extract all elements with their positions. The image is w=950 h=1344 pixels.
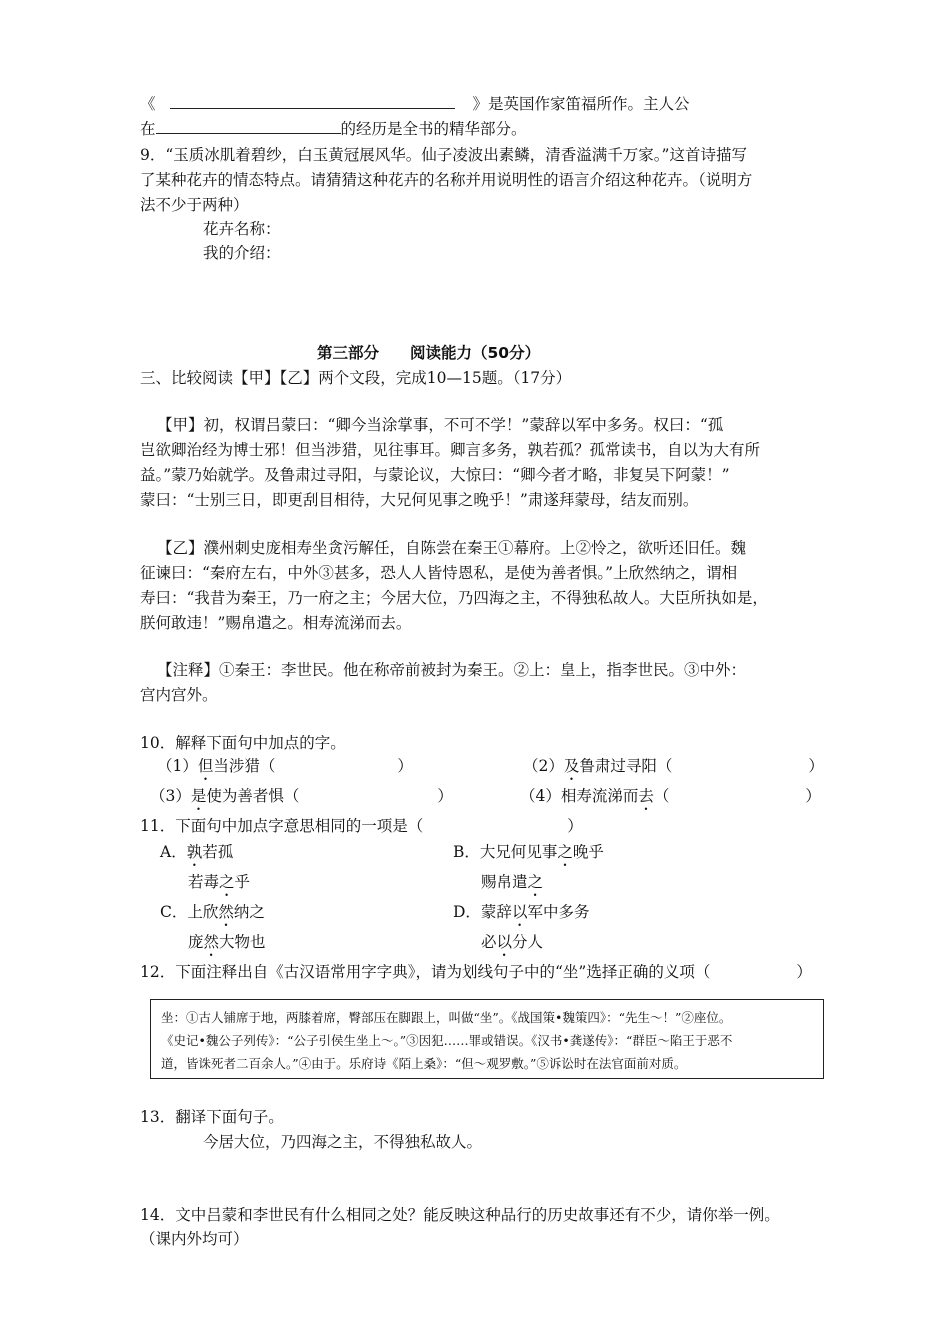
q11-b2-pre: 赐帛遣 [481,873,528,891]
q12-stem-close: ） [796,963,812,981]
q10-item2-close: ） [808,757,824,775]
q11-a2-pre: 若毒 [188,873,220,891]
q11-c2-post: 大物也 [219,933,266,951]
q11-a2-dot-char: 之 [219,873,235,891]
q11-d2-pre: 必 [481,933,497,951]
q12-box-line1: 坐：①古人铺席于地，两膝着席，臀部压在脚跟上，叫做“坐”。《战国策•魏策四》：“先生～！”②座位。 [161,1010,732,1025]
q11-option-c-line1 [160,902,265,930]
q11-option-d-line2 [481,932,543,960]
q12-box-line3: 道，皆诛死者二百余人。”④由于。乐府诗《陌上桑》：“但～观罗敷。”⑤诉讼时在法官面前对质。 [161,1056,687,1071]
q10-stem: 10．解释下面句中加点的字。 [140,734,346,752]
part3-intro: 三、比较阅读【甲】【乙】两个文段，完成10—15题。（17分） [140,369,572,387]
q10-item1-close: ） [397,757,413,775]
q10-item4-text: （4）相寿流涕而 [520,787,639,805]
protagonist-fill-line [140,118,527,139]
q9-line1: 9．“玉质冰肌着碧纱，白玉黄冠展风华。仙子凌波出素鳞，清香溢满千万家。”这首诗描写 [140,146,747,164]
q12-dictionary-box [150,999,824,1079]
q11-a-label: A． [160,843,187,861]
yi-line3: 寿曰：“我昔为秦王，乃一府之主；今居大位，乃四海之主，不得独私故人。大臣所执如是， [140,589,768,607]
q10-item1-dot-char: 但 [197,757,214,775]
q9-my-intro-label: 我的介绍： [203,244,281,262]
q14-line2: （课内外均可） [140,1230,249,1248]
book-title-blank[interactable] [170,93,455,109]
q11-option-a-line1 [160,842,233,870]
q9-line3: 法不少于两种） [140,196,249,214]
q11-b-label: B．大兄何见事 [453,843,558,861]
q10-item1-text: 当涉猎（ [213,757,276,775]
q10-item3-text: 使为善者惧（ [206,787,300,805]
part3-title: 第三部分 阅读能力（50分） [317,344,541,362]
q11-stem-text: 11．下面句中加点字意思相同的一项是（ [140,817,424,835]
q13-stem: 13．翻译下面句子。 [140,1108,284,1126]
q11-c2-pre: 庞 [188,933,204,951]
q10-item3-num: （3） [150,787,191,805]
q10-item2-text: 鲁肃过寻阳（ [579,757,673,775]
jia-line1: 【甲】初，权谓吕蒙曰：“卿今当涂掌事，不可不学！”蒙辞以军中多务。权曰：“孤 [157,416,724,434]
q10-item1-num: （1） [157,757,198,775]
q11-d2-post: 分人 [512,933,544,951]
book-close-text: 》是英国作家笛福所作。主人公 [472,95,690,113]
protagonist-blank[interactable] [156,118,341,134]
yi-line4: 朕何敢违！”赐帛遣之。相寿流涕而去。 [140,614,412,632]
q11-option-c-line2 [188,932,266,960]
notes-line2: 宫内宫外。 [140,686,218,704]
q14-line1: 14．文中吕蒙和李世民有什么相同之处？能反映这种品行的历史故事还有不少，请你举一例。 [140,1206,780,1224]
q12-stem-text: 12．下面注释出自《古汉语常用字字典》，请为划线句子中的“坐”选择正确的义项（ [140,963,711,981]
q11-b1-text: 晚乎 [572,843,604,861]
q10-item4-open: （ [653,787,670,805]
q11-c1-dot-char: 然 [218,903,234,921]
q11-d2-dot-char: 以 [496,933,513,951]
q11-c2-dot-char: 然 [203,933,220,951]
q10-item2 [523,756,824,784]
jia-line2: 岂欲卿治经为博士邪！但当涉猎，见往事耳。卿言多务，孰若孤？孤常读书，自以为大有所 [140,441,761,459]
notes-line1: 【注释】①秦王：李世民。他在称帝前被封为秦王。②上：皇上，指李世民。③中外： [157,661,747,679]
q10-item4-dot-char: 去 [638,787,654,805]
jia-line4: 蒙曰：“士别三日，即更刮目相待，大兄何见事之晚乎！”肃遂拜蒙母，结友而别。 [140,491,699,509]
q10-item2-num: （2） [523,757,564,775]
q11-option-a-line2 [188,872,250,900]
q11-d1-dot-char: 以 [511,903,528,921]
q11-a2-post: 乎 [234,873,251,891]
q13-sentence: 今居大位，乃四海之主，不得独私故人。 [203,1133,483,1151]
q10-item3-close: ） [437,787,453,805]
jia-line3: 益。”蒙乃始就学。及鲁肃过寻阳，与蒙论议，大惊曰：“卿今者才略，非复吴下阿蒙！” [140,466,730,484]
q11-option-b-line2 [481,872,543,900]
yi-line2: 征谏曰：“秦府左右，中外③甚多，恐人人皆恃恩私，是使为善者惧。”上欣然纳之，谓相 [140,564,738,582]
q10-item1 [157,756,413,784]
q11-option-d-line1 [453,902,589,930]
book-fill-line [140,93,690,114]
q12-stem [140,962,812,982]
q10-item4 [520,786,821,814]
q10-item3-dot-char: 是 [190,787,207,805]
q11-b1-dot-char: 之 [557,843,573,861]
yi-line1 [157,538,746,558]
protagonist-rest: 的经历是全书的精华部分。 [340,120,527,138]
q11-option-b-line1 [453,842,604,870]
book-open-quote: 《 [140,95,156,113]
q11-a1-dot-char: 孰 [186,843,203,861]
q12-box-line2: 《史记•魏公子列传》：“公子引侯生坐上～。”③因犯……罪或错误。《汉书•龚遂传》：“群臣～陷王于恶不 [161,1033,733,1048]
q11-c1-text: 纳之 [233,903,265,921]
q11-stem [140,816,583,836]
q9-flower-name-label: 花卉名称： [203,220,281,238]
q11-d-label: D．蒙辞 [453,903,512,921]
yi-line1-text: 【乙】濮州刺史庞相寿坐贪污解任，自陈尝在秦王①幕府。上②怜之，欲听还旧任。魏 [157,539,747,557]
q10-item2-dot-char: 及 [563,757,580,775]
q10-item3 [150,786,453,814]
q11-c-label: C．上欣 [160,903,219,921]
q11-d1-text: 军中多务 [527,903,590,921]
q11-a1-text: 若孤 [202,843,234,861]
q11-b2-dot-char: 之 [527,873,544,891]
in-word: 在 [140,120,156,138]
q9-line2: 了某种花卉的情态特点。请猜猜这种花卉的名称并用说明性的语言介绍这种花卉。（说明方 [140,171,753,189]
q11-stem-close: ） [567,817,583,835]
q10-item4-close: ） [805,787,821,805]
